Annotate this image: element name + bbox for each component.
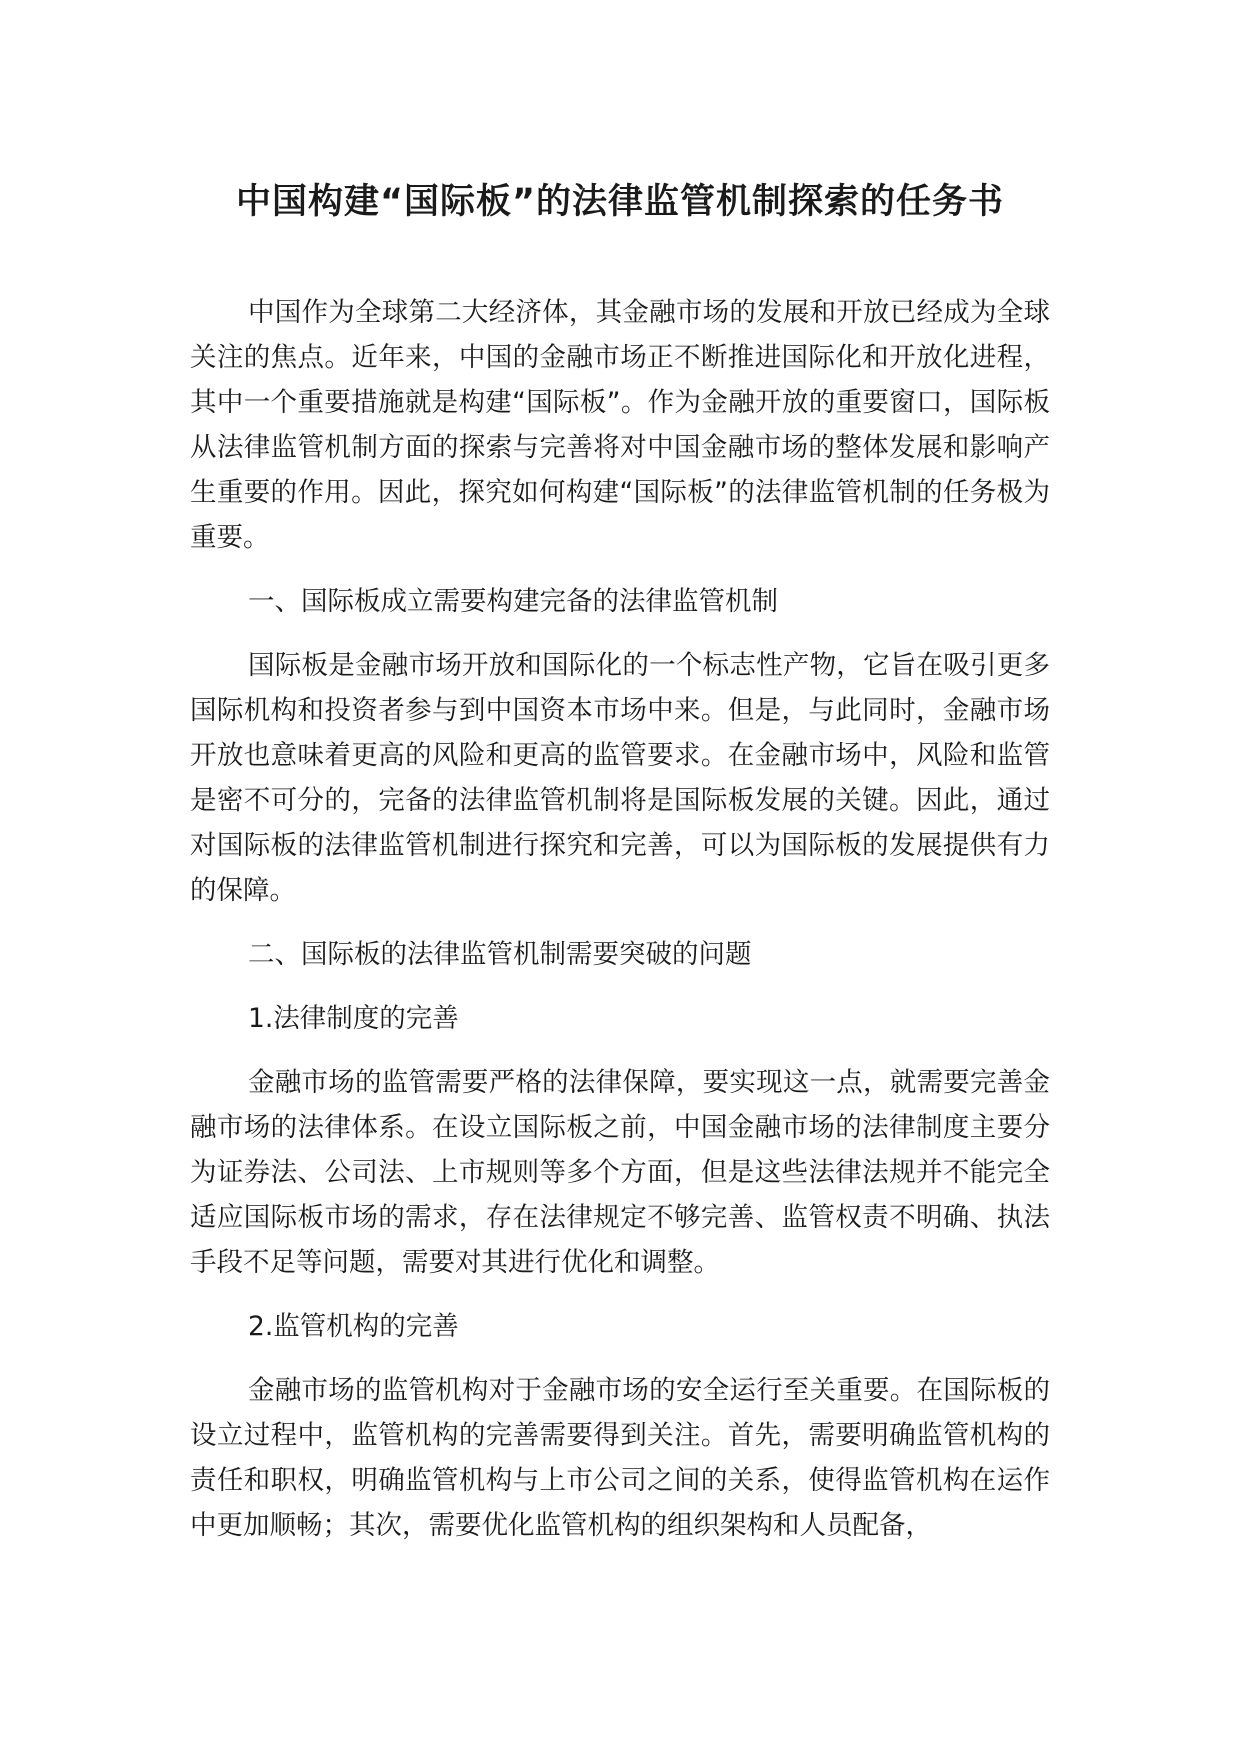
subsection-1-paragraph: 金融市场的监管需要严格的法律保障，要实现这一点，就需要完善金融市场的法律体系。在设立国际板之前，中国金融市场的法律制度主要分为证券法、公司法、上市规则等多个方面，但是这些法律法规并不能完全适应国际板市场的需求，存在法律规定不够完善、监管权责不明确、执法手段不足等问题，需要对其进行优化和调整。 [190, 1067, 1050, 1278]
section-heading-2: 二、国际板的法律监管机制需要突破的问题 [248, 939, 752, 970]
section-1-paragraph: 国际板是金融市场开放和国际化的一个标志性产物，它旨在吸引更多国际机构和投资者参与到中国资本市场中来。但是，与此同时，金融市场开放也意味着更高的风险和更高的监管要求。在金融市场中，风险和监管是密不可分的，完备的法律监管机制将是国际板发展的关键。因此，通过对国际板的法律监管机制进行探究和完善，可以为国际板的发展提供有力的保障。 [190, 650, 1050, 906]
subsection-heading-2: 2.监管机构的完善 [248, 1311, 459, 1342]
document-title: 中国构建“国际板”的法律监管机制探索的任务书 [235, 182, 1004, 222]
section-heading-1: 一、国际板成立需要构建完备的法律监管机制 [248, 586, 778, 617]
document-body [190, 290, 1050, 1567]
intro-paragraph: 中国作为全球第二大经济体，其金融市场的发展和开放已经成为全球关注的焦点。近年来，中国的金融市场正不断推进国际化和开放化进程，其中一个重要措施就是构建“国际板”。作为金融开放的重要窗口，国际板从法律监管机制方面的探索与完善将对中国金融市场的整体发展和影响产生重要的作用。因此，探究如何构建“国际板”的法律监管机制的任务极为重要。 [190, 297, 1050, 553]
subsection-heading-1: 1.法律制度的完善 [248, 1003, 459, 1034]
subsection-2-paragraph: 金融市场的监管机构对于金融市场的安全运行至关重要。在国际板的设立过程中，监管机构的完善需要得到关注。首先，需要明确监管机构的责任和职权，明确监管机构与上市公司之间的关系，使得监管机构在运作中更加顺畅；其次，需要优化监管机构的组织架构和人员配备， [190, 1375, 1050, 1541]
